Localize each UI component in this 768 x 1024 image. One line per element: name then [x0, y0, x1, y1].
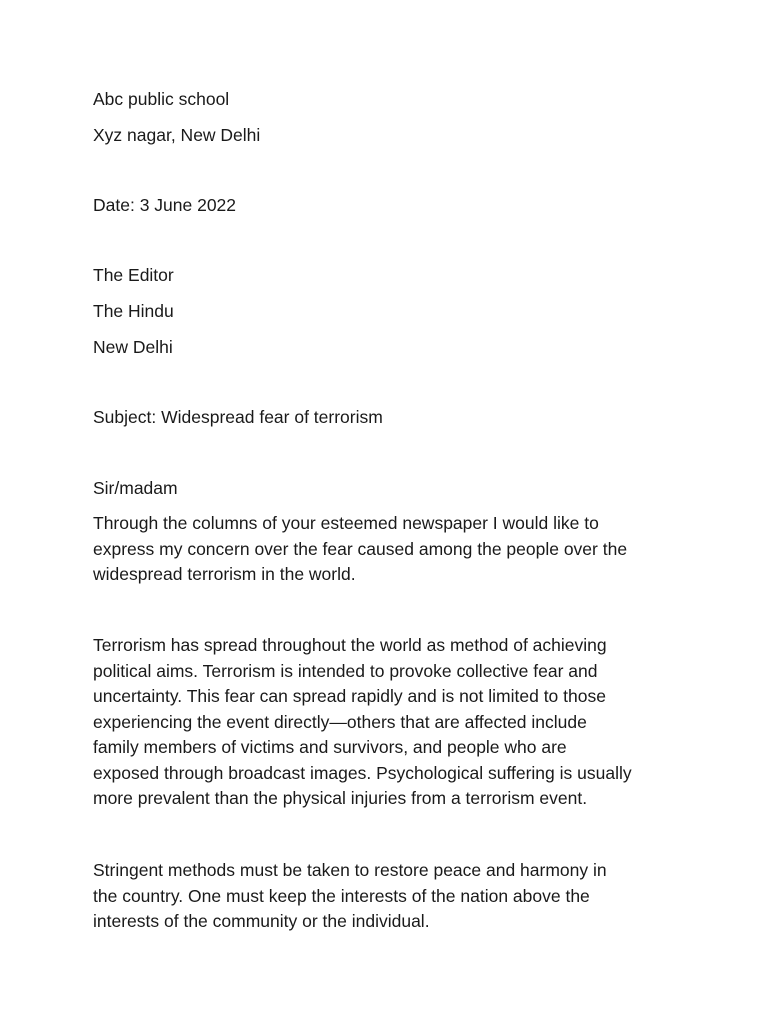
paragraph-line: exposed through broadcast images. Psychological suffering is usually: [93, 762, 632, 783]
letter-date: Date: 3 June 2022: [93, 195, 237, 215]
paragraph-line: experiencing the event directly—others that are affected include: [93, 711, 587, 732]
paragraph-line: express my concern over the fear caused among the people over the: [93, 538, 628, 559]
paragraph-line: the country. One must keep the interests of the nation above the: [93, 885, 590, 906]
paragraph-line: family members of victims and survivors, and people who are: [93, 737, 567, 757]
paragraph-line: interests of the community or the individual.: [93, 911, 430, 931]
paragraph-line: widespread terrorism in the world.: [93, 564, 356, 584]
paragraph-line: more prevalent than the physical injuries from a terrorism event.: [93, 788, 588, 808]
letter-subject: Subject: Widespread fear of terrorism: [93, 407, 383, 427]
sender-school: Abc public school: [93, 89, 230, 109]
paragraph-line: Through the columns of your esteemed newspaper I would like to: [93, 513, 599, 533]
recipient-title: The Editor: [93, 265, 174, 285]
paragraph-line: political aims. Terrorism is intended to provoke collective fear and: [93, 660, 598, 681]
recipient-newspaper: The Hindu: [93, 301, 174, 321]
sender-address: Xyz nagar, New Delhi: [93, 125, 261, 145]
paragraph-line: uncertainty. This fear can spread rapidly and is not limited to those: [93, 686, 606, 706]
paragraph-line: Terrorism has spread throughout the world as method of achieving: [93, 635, 607, 655]
recipient-city: New Delhi: [93, 337, 173, 357]
paragraph-line: Stringent methods must be taken to restore peace and harmony in: [93, 860, 607, 880]
body-paragraph-2: [93, 633, 693, 812]
letter-salutation: Sir/madam: [93, 478, 178, 498]
body-paragraph-3: [93, 858, 693, 935]
body-paragraph-1: [93, 511, 693, 588]
